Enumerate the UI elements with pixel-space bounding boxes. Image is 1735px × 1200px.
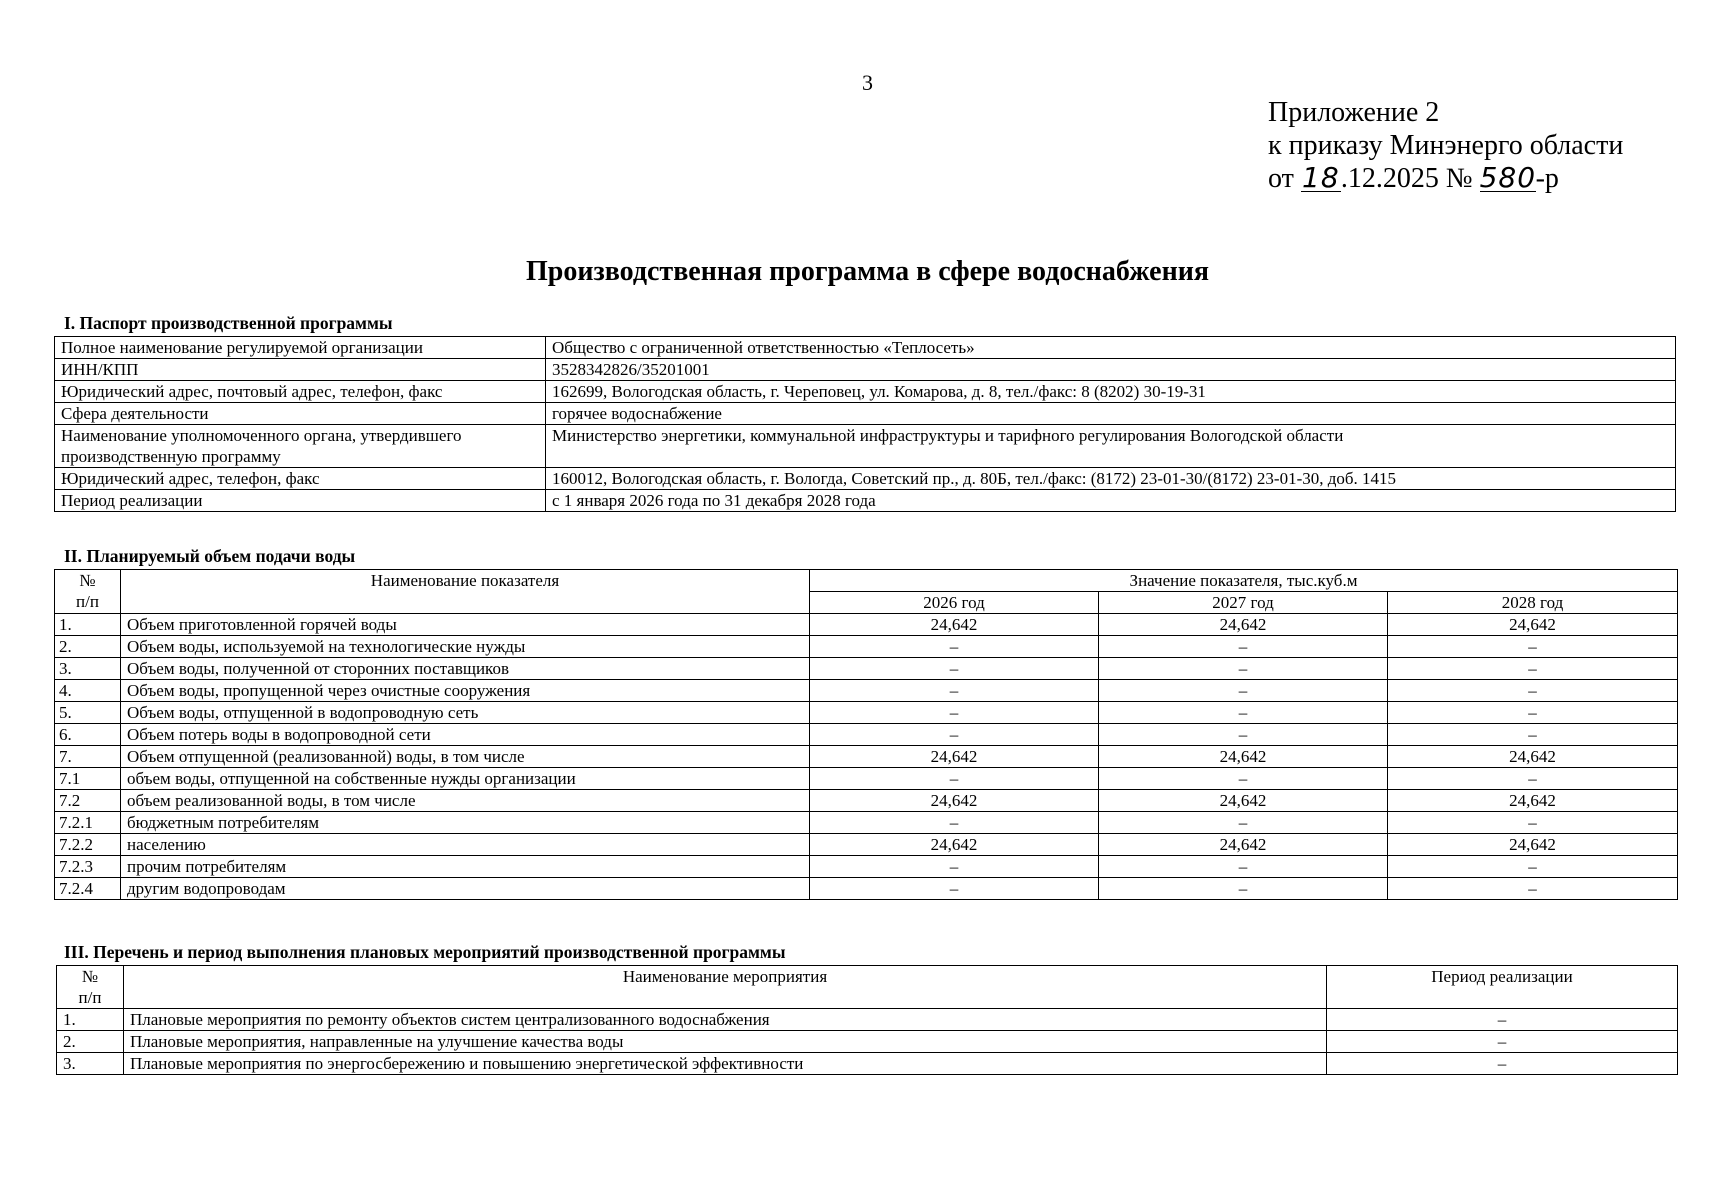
volume-row-value: – (1388, 856, 1678, 878)
measures-header-period: Период реализации (1327, 966, 1678, 1009)
volume-row-value: 24,642 (1099, 614, 1388, 636)
volume-row-value: 24,642 (810, 746, 1099, 768)
measures-row-name: Плановые мероприятия по энергосбережению и повышению энергетической эффективности (124, 1053, 1327, 1075)
measures-row-name: Плановые мероприятия по ремонту объектов систем централизованного водоснабжения (124, 1009, 1327, 1031)
volume-row (55, 746, 1678, 768)
passport-value: 3528342826/35201001 (546, 359, 1676, 381)
volume-row-num: 4. (55, 680, 121, 702)
volume-row (55, 856, 1678, 878)
appendix-order-suffix: -р (1535, 163, 1559, 194)
volume-row-name: Объем отпущенной (реализованной) воды, в том числе (121, 746, 810, 768)
volume-row-value: 24,642 (1388, 790, 1678, 812)
volume-row-value: – (1099, 702, 1388, 724)
volume-row-value: – (1388, 878, 1678, 900)
volume-row-name: населению (121, 834, 810, 856)
passport-label: ИНН/КПП (55, 359, 546, 381)
volume-row-value: – (1388, 702, 1678, 724)
volume-row-value: – (810, 812, 1099, 834)
passport-value: 162699, Вологодская область, г. Череповец, ул. Комарова, д. 8, тел./факс: 8 (8202) 30-19-31 (546, 381, 1676, 403)
appendix-order-number-handwritten: 580 (1479, 161, 1537, 194)
appendix-date-rest: .12.2025 № (1340, 163, 1473, 194)
volume-row-value: 24,642 (1388, 746, 1678, 768)
volume-row (55, 636, 1678, 658)
volume-row-name: объем воды, отпущенной на собственные нужды организации (121, 768, 810, 790)
volume-row-name: бюджетным потребителям (121, 812, 810, 834)
measures-row-num: 2. (57, 1031, 124, 1053)
volume-row (55, 834, 1678, 856)
passport-value: 160012, Вологодская область, г. Вологда, Советский пр., д. 80Б, тел./факс: (8172) 23-01-30/(8172) 23-01-30, доб. 1415 (546, 468, 1676, 490)
volume-row-num: 7.2.1 (55, 812, 121, 834)
section1-title: I. Паспорт производственной программы (64, 313, 393, 333)
volume-header-num-line1: № (79, 571, 96, 590)
volume-row-value: – (810, 856, 1099, 878)
volume-row-num: 6. (55, 724, 121, 746)
volume-row-value: 24,642 (1388, 614, 1678, 636)
volume-row-value: – (810, 658, 1099, 680)
volume-row-value: – (1388, 768, 1678, 790)
volume-header-value: Значение показателя, тыс.куб.м (810, 570, 1678, 592)
volume-row (55, 680, 1678, 702)
volume-row-value: – (1388, 658, 1678, 680)
volume-row-num: 7. (55, 746, 121, 768)
volume-header-num (55, 570, 121, 614)
measures-table (56, 965, 1678, 1075)
volume-row-name: Объем воды, пропущенной через очистные сооружения (121, 680, 810, 702)
volume-row-num: 7.2 (55, 790, 121, 812)
volume-row-value: – (810, 636, 1099, 658)
volume-row-name: прочим потребителям (121, 856, 810, 878)
measures-row-period: – (1327, 1053, 1678, 1075)
volume-row-value: 24,642 (810, 834, 1099, 856)
measures-header-num (57, 966, 124, 1009)
appendix-line1: Приложение 2 (1268, 97, 1440, 128)
passport-row (55, 425, 1676, 468)
volume-row (55, 812, 1678, 834)
measures-row-name: Плановые мероприятия, направленные на улучшение качества воды (124, 1031, 1327, 1053)
passport-label: Полное наименование регулируемой организации (55, 337, 546, 359)
section2-title: II. Планируемый объем подачи воды (64, 546, 356, 566)
volume-row-value: – (1388, 680, 1678, 702)
page-number: 3 (862, 70, 873, 95)
passport-label: Юридический адрес, почтовый адрес, телефон, факс (55, 381, 546, 403)
volume-row-num: 7.2.2 (55, 834, 121, 856)
passport-value: с 1 января 2026 года по 31 декабря 2028 года (546, 490, 1676, 512)
passport-value: горячее водоснабжение (546, 403, 1676, 425)
appendix-date-line (1268, 162, 1623, 195)
volume-row-name: Объем потерь воды в водопроводной сети (121, 724, 810, 746)
volume-row-value: – (1388, 812, 1678, 834)
measures-row-num: 3. (57, 1053, 124, 1075)
measures-header-row (57, 966, 1678, 1009)
volume-header-num-line2: п/п (76, 592, 99, 611)
appendix-line2: к приказу Минэнерго области (1268, 130, 1624, 161)
volume-header-year-2026: 2026 год (810, 592, 1099, 614)
water-volume-table (54, 569, 1678, 900)
measures-header-num-line1: № (81, 967, 99, 986)
volume-row-name: объем реализованной воды, в том числе (121, 790, 810, 812)
volume-row-num: 7.2.4 (55, 878, 121, 900)
appendix-block (1268, 96, 1623, 195)
volume-row (55, 702, 1678, 724)
passport-label: Юридический адрес, телефон, факс (55, 468, 546, 490)
document-title: Производственная программа в сфере водоснабжения (525, 256, 1210, 287)
volume-row-num: 1. (55, 614, 121, 636)
volume-row-value: – (1099, 636, 1388, 658)
volume-row (55, 614, 1678, 636)
appendix-date-prefix: от (1268, 163, 1294, 194)
volume-row-value: 24,642 (810, 790, 1099, 812)
volume-row-num: 3. (55, 658, 121, 680)
volume-row-value: – (1388, 636, 1678, 658)
volume-row-name: Объем воды, отпущенной в водопроводную сеть (121, 702, 810, 724)
measures-header-name: Наименование мероприятия (124, 966, 1327, 1009)
measures-header-num-line2: п/п (78, 988, 102, 1007)
passport-row (55, 359, 1676, 381)
volume-row-value: 24,642 (1099, 834, 1388, 856)
measures-row-period: – (1327, 1031, 1678, 1053)
passport-value: Министерство энергетики, коммунальной инфраструктуры и тарифного регулирования Вологодской области (546, 425, 1676, 468)
passport-table-body (55, 337, 1676, 512)
volume-row (55, 790, 1678, 812)
volume-row-num: 2. (55, 636, 121, 658)
volume-row (55, 878, 1678, 900)
volume-row-value: – (810, 724, 1099, 746)
volume-row-value: – (1099, 680, 1388, 702)
volume-row-value: – (1099, 724, 1388, 746)
volume-row-num: 5. (55, 702, 121, 724)
passport-row (55, 403, 1676, 425)
volume-row-name: другим водопроводам (121, 878, 810, 900)
volume-header-row-1 (55, 570, 1678, 592)
measures-row (57, 1053, 1678, 1075)
volume-header-year-2028: 2028 год (1388, 592, 1678, 614)
volume-row-value: – (810, 680, 1099, 702)
passport-label: Период реализации (55, 490, 546, 512)
measures-table-body (57, 1009, 1678, 1075)
volume-row-value: – (810, 878, 1099, 900)
passport-label: Наименование уполномоченного органа, утвердившего производственную программу (55, 425, 546, 468)
passport-row (55, 337, 1676, 359)
volume-row-value: 24,642 (1099, 790, 1388, 812)
volume-row-value: 24,642 (1388, 834, 1678, 856)
volume-row (55, 768, 1678, 790)
passport-value: Общество с ограниченной ответственностью «Теплосеть» (546, 337, 1676, 359)
volume-row-num: 7.2.3 (55, 856, 121, 878)
volume-header-name: Наименование показателя (121, 570, 810, 614)
volume-row-num: 7.1 (55, 768, 121, 790)
measures-row (57, 1031, 1678, 1053)
volume-row-name: Объем приготовленной горячей воды (121, 614, 810, 636)
volume-row-value: – (810, 768, 1099, 790)
volume-row-value: – (1099, 768, 1388, 790)
passport-label: Сфера деятельности (55, 403, 546, 425)
passport-table (54, 336, 1676, 512)
section3-title: III. Перечень и период выполнения плановых мероприятий производственной программы (64, 942, 786, 962)
volume-row (55, 658, 1678, 680)
passport-row (55, 468, 1676, 490)
volume-row-name: Объем воды, используемой на технологические нужды (121, 636, 810, 658)
volume-row-value: – (1388, 724, 1678, 746)
volume-row-value: – (1099, 856, 1388, 878)
appendix-day-handwritten: 18 (1302, 161, 1340, 194)
measures-row-num: 1. (57, 1009, 124, 1031)
volume-header-year-2027: 2027 год (1099, 592, 1388, 614)
measures-row (57, 1009, 1678, 1031)
volume-row-name: Объем воды, полученной от сторонних поставщиков (121, 658, 810, 680)
volume-row-value: 24,642 (810, 614, 1099, 636)
passport-row (55, 490, 1676, 512)
volume-row-value: – (810, 702, 1099, 724)
measures-row-period: – (1327, 1009, 1678, 1031)
volume-row-value: 24,642 (1099, 746, 1388, 768)
passport-row (55, 381, 1676, 403)
volume-row (55, 724, 1678, 746)
water-volume-table-body (55, 614, 1678, 900)
volume-row-value: – (1099, 812, 1388, 834)
volume-row-value: – (1099, 878, 1388, 900)
volume-row-value: – (1099, 658, 1388, 680)
